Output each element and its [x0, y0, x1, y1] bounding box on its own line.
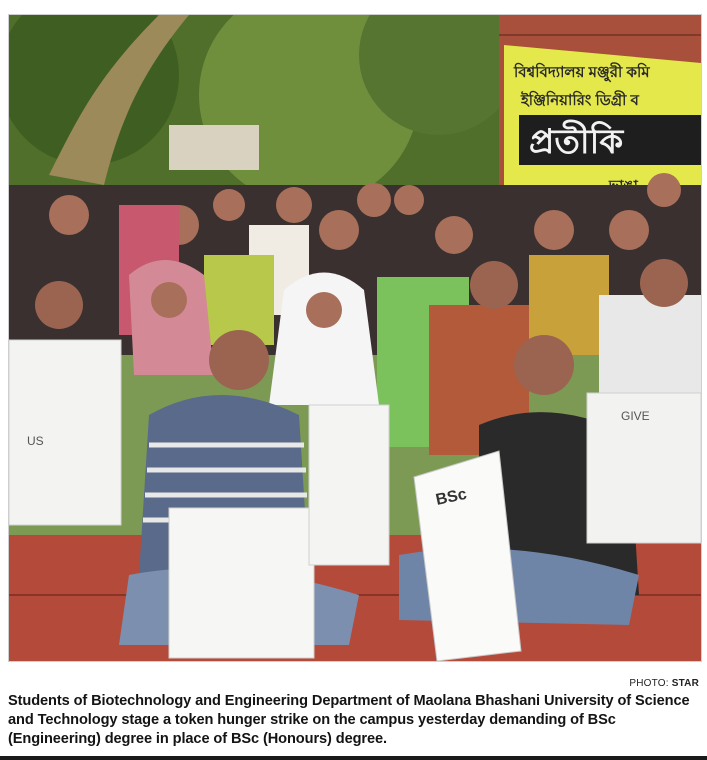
face-mid: [306, 292, 342, 328]
face-front-right: [514, 335, 574, 395]
face-mid: [640, 259, 688, 307]
placard-front-left: [169, 508, 314, 658]
face-mid: [35, 281, 83, 329]
photo-credit-source: STAR: [671, 678, 699, 689]
banner-line-1: বিশ্ববিদ্যালয় মঞ্জুরী কমি: [514, 64, 650, 81]
photo-credit-label: PHOTO:: [629, 678, 669, 689]
photo-credit: [629, 678, 699, 689]
face-mid: [151, 282, 187, 318]
banner-line-3: প্রতীকি: [529, 123, 624, 161]
photo-caption: Students of Biotechnology and Engineering Department of Maolana Bhashani University of Science and Technology stage a token hunger strike on the campus yesterday demanding of BSc (Engineering) degree in place of BSc (Honours) degree.: [8, 693, 690, 747]
placard-left-text: US: [27, 434, 44, 448]
placard-right-text: GIVE: [621, 409, 650, 423]
placard-far-left: [9, 340, 121, 525]
placard-center-back: [309, 405, 389, 565]
distant-building: [169, 125, 259, 170]
face-front-left: [209, 330, 269, 390]
face-mid: [470, 261, 518, 309]
shirt-white: [599, 295, 701, 395]
placard-handwritten-text: BSc: [434, 485, 469, 509]
protest-photo-illustration: [9, 15, 701, 661]
news-photo: [8, 14, 702, 662]
bottom-rule: [0, 756, 707, 760]
banner-line-2: ইঞ্জিনিয়ারিং ডিগ্রী ব: [521, 92, 639, 109]
